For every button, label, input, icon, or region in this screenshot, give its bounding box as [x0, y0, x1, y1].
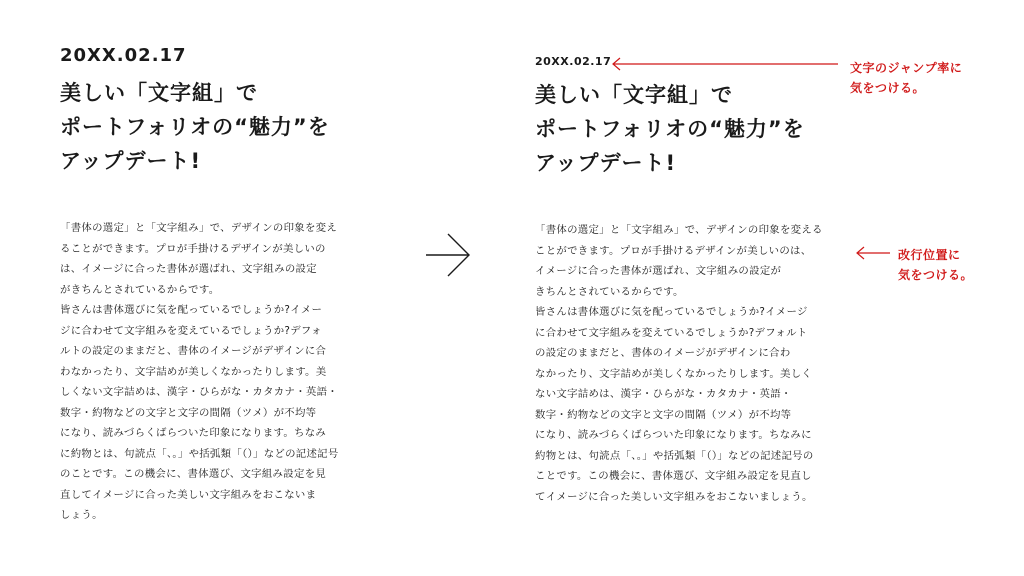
- headline-line: アップデート!: [60, 149, 202, 173]
- body-line: 「書体の選定」と「文字組み」で、デザインの印象を変える: [535, 224, 823, 236]
- body-line: 数字・約物などの文字と文字の間隔（ツメ）が不均等: [535, 408, 792, 421]
- annotation-line-break: [898, 245, 973, 285]
- body-line: 皆さんは書体選びに気を配っているでしょうか?イメージ: [535, 306, 808, 318]
- left-arrow-icon: [612, 57, 840, 71]
- body-line: のことです。この機会に、書体選び、文字組み設定を見: [60, 468, 327, 480]
- body-line: 皆さんは書体選びに気を配っているでしょうか?イメー: [60, 304, 323, 316]
- before-layout: [60, 44, 360, 526]
- headline: [60, 76, 360, 178]
- body-line: きちんとされているからです。: [535, 285, 684, 298]
- right-arrow-icon: [424, 231, 472, 279]
- body-line: に約物とは、句読点「、。」や括弧類「（）」などの記述記号: [60, 447, 339, 460]
- annotation-line: 気をつける。: [850, 81, 926, 95]
- body-line: に合わせて文字組みを変えているでしょうか?デフォルト: [535, 326, 808, 339]
- body-line: わなかったり、文字詰めが美しくなかったりします。美: [60, 365, 327, 378]
- body-line: 数字・約物などの文字と文字の間隔（ツメ）が不均等: [60, 406, 317, 419]
- body-line: は、イメージに合った書体が選ばれ、文字組みの設定: [60, 263, 317, 275]
- body-line: しょう。: [60, 509, 103, 521]
- body-line: 直してイメージに合った美しい文字組みをおこないま: [60, 488, 317, 501]
- body-text: [60, 218, 360, 526]
- body-line: てイメージに合った美しい文字組みをおこないましょう。: [535, 490, 813, 503]
- body-line: になり、読みづらくばらついた印象になります。ちなみに: [535, 429, 812, 441]
- body-line: ことができます。プロが手掛けるデザインが美しいのは、: [535, 244, 812, 257]
- after-layout: [535, 44, 840, 507]
- body-line: ることができます。プロが手掛けるデザインが美しいの: [60, 242, 326, 255]
- body-line: 「書体の選定」と「文字組み」で、デザインの印象を変え: [60, 222, 338, 234]
- body-line: の設定のままだと、書体のイメージがデザインに合わ: [535, 347, 791, 359]
- body-line: がきちんとされているからです。: [60, 283, 220, 296]
- date-label: 20XX.02.17: [535, 55, 612, 68]
- headline: [535, 78, 840, 180]
- annotation-line: 気をつける。: [898, 268, 974, 282]
- left-arrow-icon: [856, 246, 892, 260]
- body-line: ない文字詰めは、漢字・ひらがな・カタカナ・英語・: [535, 388, 792, 400]
- body-line: ことです。この機会に、書体選び、文字組み設定を見直し: [535, 470, 812, 482]
- headline-line: 美しい「文字組」で: [60, 81, 258, 105]
- body-line: になり、読みづらくばらついた印象になります。ちなみ: [60, 427, 327, 439]
- body-line: しくない文字詰めは、漢字・ひらがな・カタカナ・英語・: [60, 386, 338, 398]
- annotation-jump-rate: [850, 58, 962, 98]
- headline-line: ポートフォリオの“魅力”を: [60, 115, 330, 139]
- date-label: 20XX.02.17: [60, 45, 187, 66]
- annotation-line: 改行位置に: [898, 248, 961, 262]
- body-line: イメージに合った書体が選ばれ、文字組みの設定が: [535, 265, 782, 277]
- body-text: [535, 220, 840, 507]
- headline-line: アップデート!: [535, 151, 677, 175]
- body-line: ルトの設定のままだと、書体のイメージがデザインに合: [60, 345, 327, 357]
- body-line: ジに合わせて文字組みを変えているでしょうか?デフォ: [60, 324, 322, 337]
- headline-line: ポートフォリオの“魅力”を: [535, 117, 805, 141]
- headline-line: 美しい「文字組」で: [535, 83, 733, 107]
- body-line: 約物とは、句読点「、。」や括弧類「（）」などの記述記号の: [535, 449, 814, 462]
- body-line: なかったり、文字詰めが美しくなかったりします。美しく: [535, 367, 813, 380]
- annotation-line: 文字のジャンプ率に: [850, 61, 963, 75]
